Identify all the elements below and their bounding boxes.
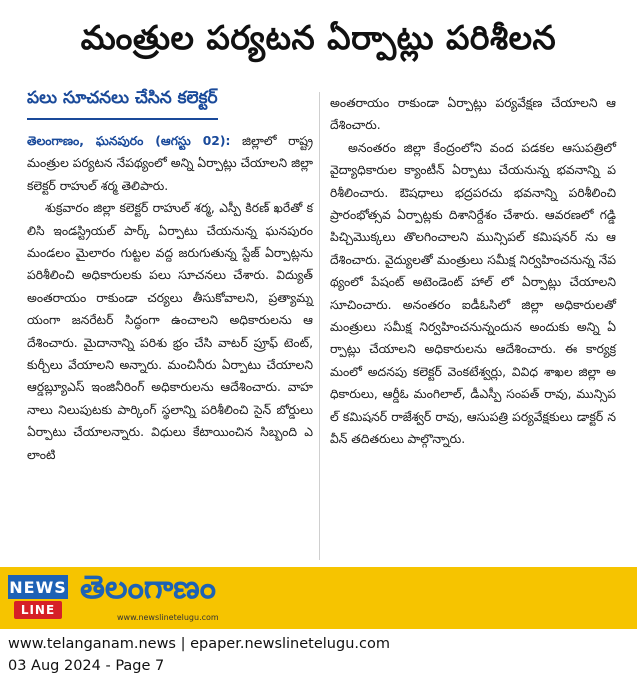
footer-date-page: 03 Aug 2024 - Page 7 <box>8 658 165 674</box>
right-column <box>330 92 616 451</box>
article-subhead: పలు సూచనలు చేసిన కలెక్టర్ <box>27 88 218 120</box>
left-column <box>27 88 313 466</box>
brand-band <box>0 567 637 629</box>
article-headline: మంత్రుల పర్యటన ఏర్పాట్లు పరిశీలన <box>80 17 557 57</box>
continued-paragraph: అంతరాయం రాకుండా ఏర్పాట్లు పర్యవేక్షణ చేయాలని ఆదేశించారు. <box>330 96 616 133</box>
brand-site-url[interactable]: www.newslinetelugu.com <box>117 613 219 622</box>
lead-text: జిల్లాలో రాష్ట్ర మంత్రుల పర్యటన నేపథ్యంలో అన్ని ఏర్పాట్లు చేయాలని జిల్లా కలెక్టర్ రాహుల్ శర్మ తెలిపారు. <box>27 134 313 193</box>
paper-name: తెలంగాణం <box>80 568 216 606</box>
body-paragraph: అనంతరం జిల్లా కేంద్రంలోని వంద పడకల ఆసుపత్రిలో వైద్యాధికారుల క్యాంటీన్ ఏర్పాటు చేయనున్న భవనాన్ని పరిశీలించారు. ఔషధాలు భద్రపరచు భవనాన్ని పరిశీలించి ప్రారంభోత్సవ ఏర్పాట్లకు దిశానిర్దేశం చేశారు. ఆవరణలో గడ్డి పిచ్చిమొక్కలు తొలగించాలని మున్సిపల్ కమిషనర్ ను ఆదేశించారు. వైద్యులతో మంత్రులు సమీక్ష నిర్వహించనున్న నేపథ్యంలో పేషంట్ అటెండెంట్ హాల్ లో ఏర్పాట్లు చేయాలని సూచించారు. అనంతరం ఐడీఓసిలో జిల్లా అధికారులతో మంత్రులు సమీక్ష నిర్వహించనున్నందున అందుకు అన్ని ఏర్పాట్లు చేయాలని అధికారులను ఆదేశించారు. ఈ కార్యక్రమంలో అదనపు కలెక్టర్ వెంకటేశ్వర్లు, వివిధ శాఖల జిల్లా అధికారులు, ఆర్డీఓ మంగిలాల్, డీఎస్పీ సంపత్ రావు, మున్సిపల్ కమిషనర్ రాజేశ్వర్ రావు, ఆసుపత్రి పర్యవేక్షకులు డాక్టర్ నవీన్ తదితరులు పాల్గొన్నారు. <box>330 140 616 447</box>
logo-news-label: NEWS <box>8 575 68 599</box>
footer-urls[interactable]: www.telanganam.news | epaper.newslinetelugu.com <box>8 636 390 652</box>
body-paragraph: శుక్రవారం జిల్లా కలెక్టర్ రాహుల్ శర్మ, ఎస్పీ కిరణ్ ఖరేతో కలిసి ఇండస్ట్రియల్ పార్క్ ఏర్పాటు చేయనున్న ఘనపురం మండలం మైలారం గుట్టల వద్ద జరుగుతున్న స్టేజ్ ఏర్పాట్లను పరిశీలించి అధికారులకు పలు సూచనలు చేశారు. విద్యుత్ అంతరాయం రాకుండా చర్యలు తీసుకోవాలని, ప్రత్యామ్నయంగా జనరేటర్ సిద్ధంగా ఉంచాలని అధికారులను ఆదేశించారు. మైదానాన్ని పరిశు భ్రం చేసి వాటర్ ప్రూఫ్ టెంట్, కుర్చీలు వేయాలని అన్నారు. మంచినీరు ఏర్పాటు చేయాలని ఆర్డబ్ల్యూఎస్ ఇంజినీరింగ్ అధికారులను ఆదేశించారు. వాహనాలు నిలుపుటకు పార్కింగ్ స్థలాన్ని పరిశీలించి సైన్ బోర్డులు ఏర్పాటు చేయాలన్నారు. విధులు కేటాయించిన సిబ్బంది ఎలాంటి <box>27 201 313 462</box>
column-divider <box>319 92 320 560</box>
dateline: తెలంగాణం, ఘనపురం (ఆగస్టు 02): <box>27 134 231 148</box>
logo-line-label: LINE <box>14 601 62 619</box>
newsline-logo <box>8 575 68 621</box>
lead-paragraph <box>27 130 313 197</box>
